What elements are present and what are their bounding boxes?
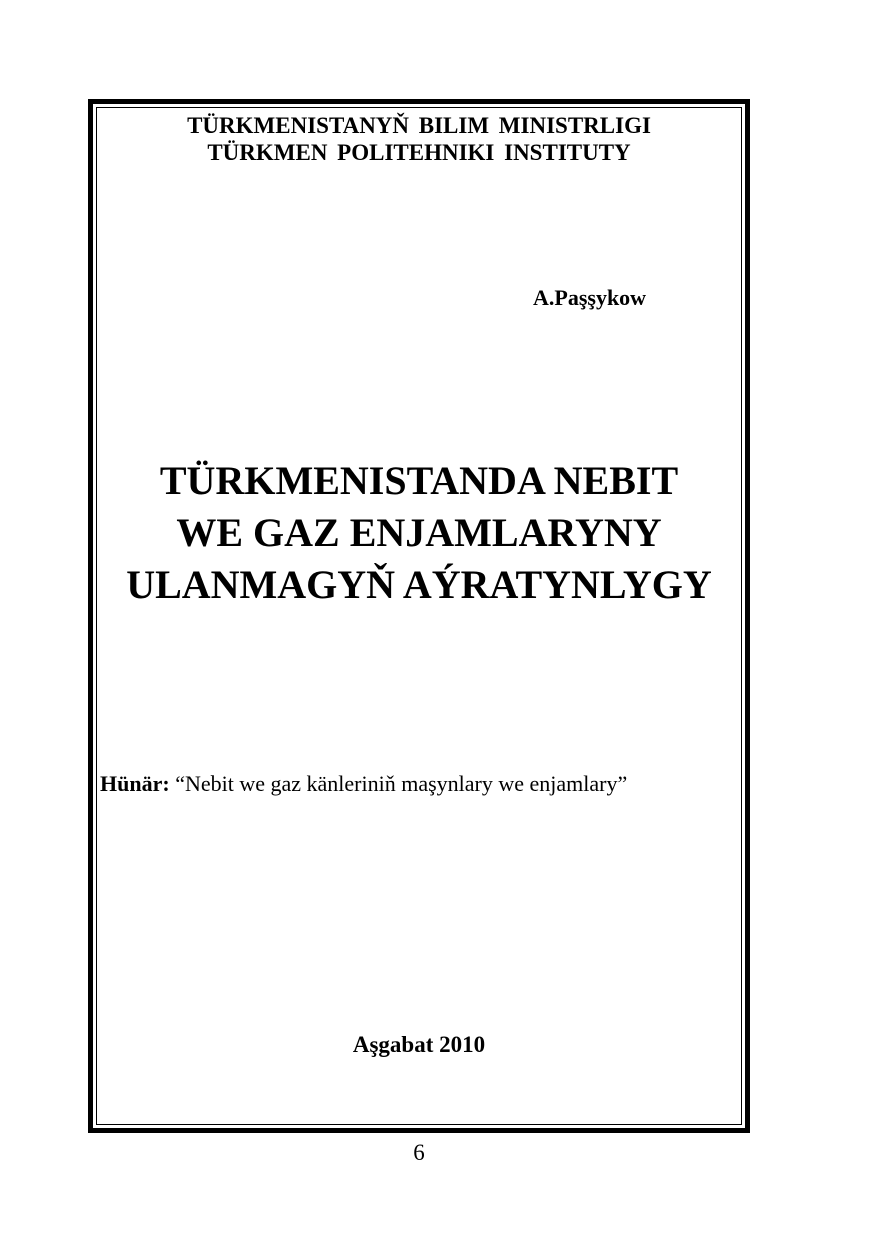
title-line-1: TÜRKMENISTANDA NEBIT — [159, 458, 679, 503]
ministry-name: TÜRKMENISTANYŇ BILIM MINISTRLIGI — [187, 113, 651, 138]
page-border-inner — [96, 107, 742, 1125]
specialty-line — [100, 771, 627, 797]
specialty-label: Hünär: — [100, 771, 170, 796]
document-title — [96, 455, 742, 611]
title-line-3: ULANMAGYŇ AÝRATYNLYGY — [126, 562, 712, 607]
place-and-year: Aşgabat 2010 — [352, 1032, 486, 1057]
title-line-2: WE GAZ ENJAMLARYNY — [176, 510, 662, 555]
author-name: A.Paşşykow — [533, 285, 647, 310]
institution-header — [96, 112, 742, 166]
specialty-value: “Nebit we gaz känleriniň maşynlary we enjamlary” — [175, 771, 628, 796]
institute-name: TÜRKMEN POLITEHNIKI INSTITUTY — [207, 140, 631, 165]
page-number: 6 — [413, 1140, 425, 1165]
